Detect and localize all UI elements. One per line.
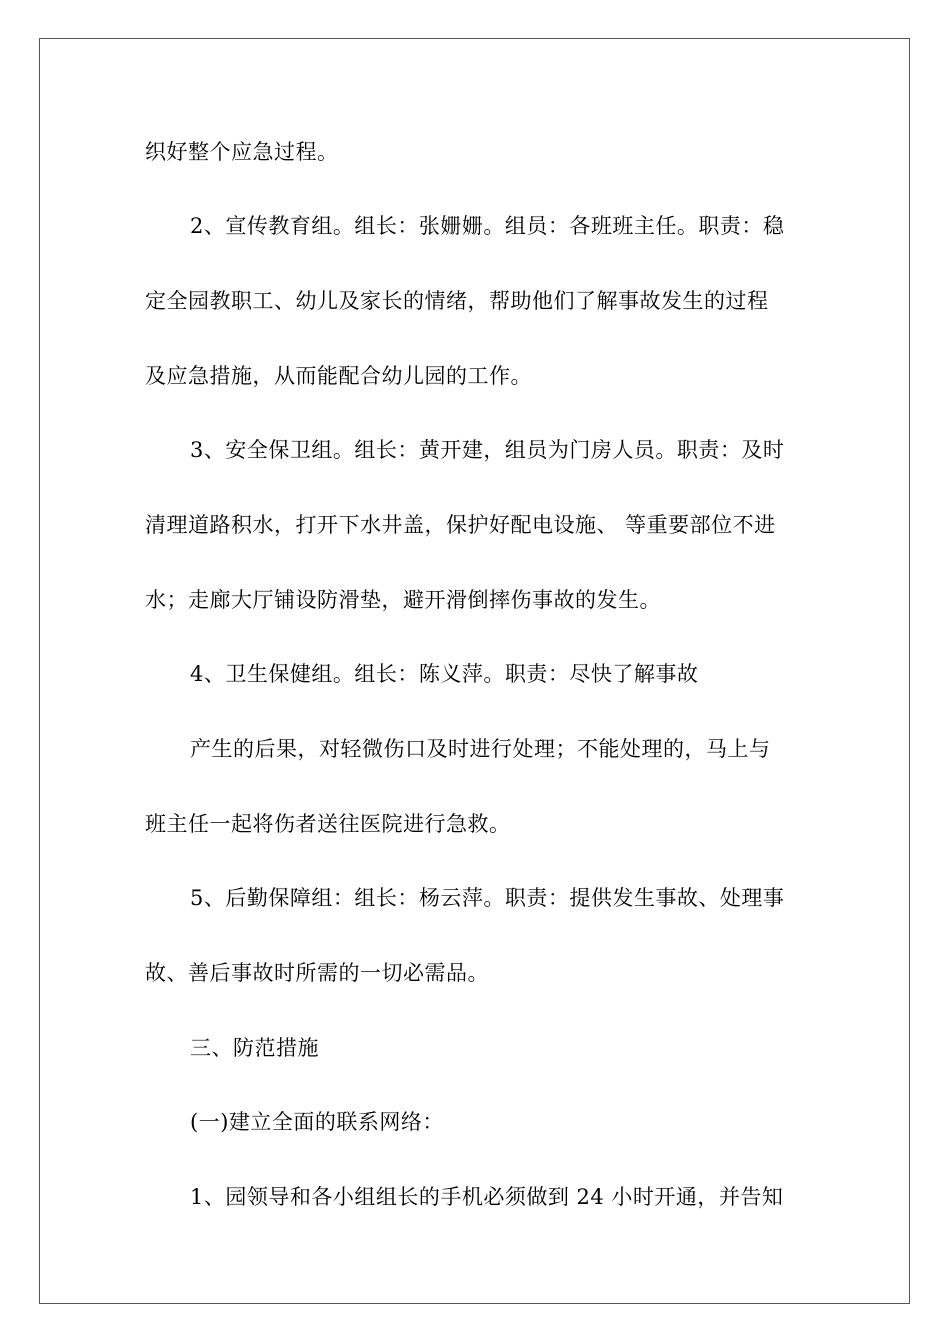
text-line-9: 产生的后果，对轻微伤口及时进行处理；不能处理的，马上与	[190, 737, 771, 761]
text-line-10: 班主任一起将伤者送往医院进行急救。	[145, 812, 511, 836]
text-line-6: 清理道路积水，打开下水井盖，保护好配电设施、 等重要部位不进	[145, 513, 776, 537]
text-line-3: 定全园教职工、幼儿及家长的情绪，帮助他们了解事故发生的过程	[145, 289, 769, 313]
subsection-heading: (一)建立全面的联系网络：	[190, 1110, 444, 1134]
text-line-4: 及应急措施，从而能配合幼儿园的工作。	[145, 364, 532, 388]
text-line-15: 1、园领导和各小组组长的手机必须做到 24 小时开通，并告知	[190, 1185, 784, 1209]
text-line-12: 故、善后事故时所需的一切必需品。	[145, 961, 489, 985]
text-line-7: 水；走廊大厅铺设防滑垫，避开滑倒摔伤事故的发生。	[145, 588, 661, 612]
text-line-5: 3、安全保卫组。组长：黄开建，组员为门房人员。职责：及时	[190, 438, 785, 462]
section-heading: 三、防范措施	[190, 1036, 319, 1060]
text-line-1: 织好整个应急过程。	[145, 140, 339, 164]
text-line-2: 2、宣传教育组。组长：张姗姗。组员：各班班主任。职责：稳	[190, 214, 785, 238]
text-line-8: 4、卫生保健组。组长：陈义萍。职责：尽快了解事故	[190, 662, 699, 686]
text-line-11: 5、后勤保障组：组长：杨云萍。职责：提供发生事故、处理事	[190, 886, 785, 910]
